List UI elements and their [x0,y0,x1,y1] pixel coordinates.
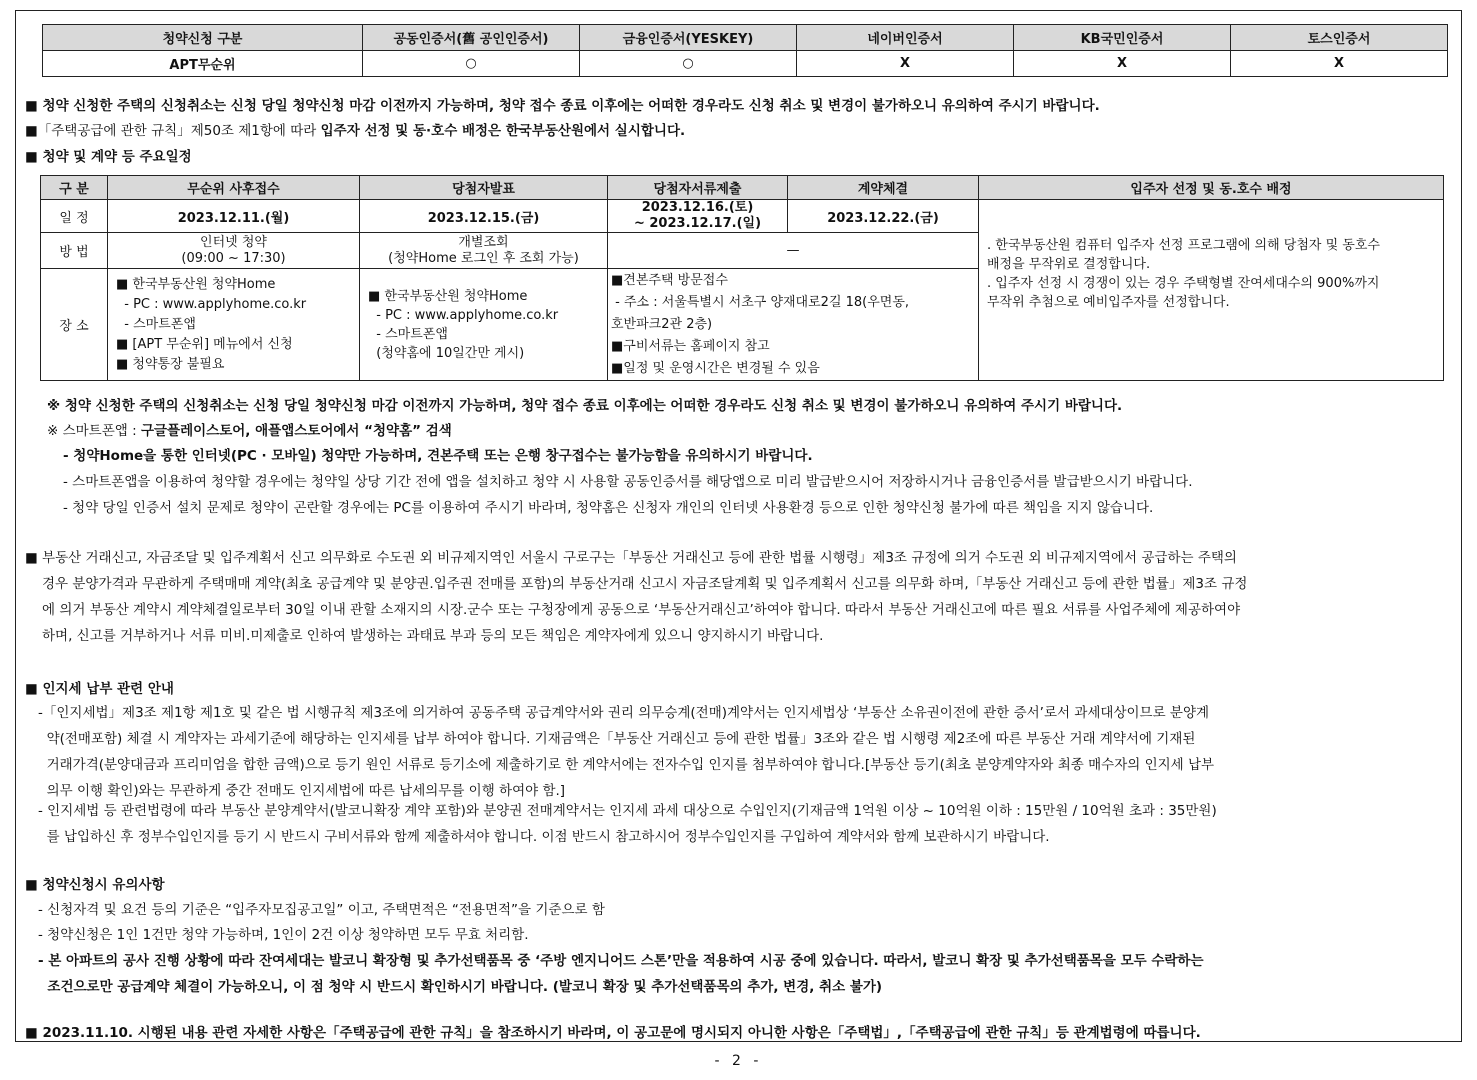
method-announce [360,233,608,269]
notice-assignment [25,119,685,139]
place-docs-line: - 주소 : 서울특별시 서초구 양재대로2길 18(우면동, [611,294,910,310]
place-announce [360,269,608,381]
note-cancel: ※ 청약 신청한 주택의 신청취소는 신청 당일 청약신청 마감 이전까지 가능하며, 청약 접수 종료 이후에는 어떠한 경우라도 신청 취소 및 변경이 불가하오니 유의하여 주시기 바랍니다. [47,398,1123,414]
page-number: - 2 - [714,1053,763,1069]
cert-cell: X [797,51,1014,77]
realestate-line: 에 의거 부동산 계약시 계약체결일로부터 30일 이내 관할 소재지의 시장.군수 또는 구청장에게 공동으로 ‘부동산거래신고’하여야 합니다. 따라서 부동산 거래신고에 따른 필요 서류를 사업주체에 제공하여야 [42,602,1241,618]
schedule-header: 구 분 [41,176,108,200]
cert-header: KB국민인증서 [1014,25,1231,51]
cert-cell: APT무순위 [43,51,363,77]
realestate-line: 경우 분양가격과 무관하게 주택매매 계약(최초 공급계약 및 분양권.입주권 전매를 포함)의 부동산거래 신고시 자금조달계획 및 입주계획서 신고를 의무화 하며,「부동산 거래신고 등에 관한 법률」제3조 규정 [42,576,1248,592]
method-apply-line2: (09:00 ~ 17:30) [181,250,286,266]
method-docs: — [608,233,979,269]
cert-cell: X [1231,51,1448,77]
notice-assignment-bold: 입주자 선정 및 동·호수 배정은 한국부동산원에서 실시합니다. [320,123,686,139]
caution-line: - 청약신청은 1인 1건만 청약 가능하며, 1인이 2건 이상 청약하면 모두 무효 처리함. [38,927,529,943]
cert-cell: X [1014,51,1231,77]
stamp-line: -「인지세법」제3조 제1항 제1호 및 같은 법 시행규칙 제3조에 의거하여 공동주택 공급계약서와 권리 의무승계(전매)계약서는 인지세법상 ‘부동산 소유권이전에 관한 증서’로서 과세대상이므로 분양계 [38,705,1210,721]
note-pc-use: - 청약 당일 인증서 설치 문제로 청약이 곤란할 경우에는 PC를 이용하여 주시기 바라며, 청약홈은 신청자 개인의 인터넷 사용환경 등으로 인한 청약신청 불가에 따른 책임을 지지 않습니다. [63,500,1154,516]
assign-cell [979,200,1444,381]
method-announce-line1: 개별조회 [458,234,509,250]
page-frame [15,10,1462,1042]
place-announce-line: (청약홈에 10일간만 게시) [368,345,525,361]
notice-assignment-prefix: ■「주택공급에 관한 규칙」제50조 제1항에 따라 [25,123,321,139]
method-apply [108,233,360,269]
place-announce-line: ■ 한국부동산원 청약Home [368,288,528,304]
realestate-line: ■ 부동산 거래신고, 자금조달 및 입주계획서 신고 의무화로 수도권 외 비규제지역인 서울시 구로구는「부동산 거래신고 등에 관한 법률 시행령」제3조 규정에 의거 수도권 외 비규제지역에서 공급하는 주택의 [25,550,1237,566]
note-smartphone-bold: 구글플레이스토어, 애플앱스토어에서 “청약홈” 검색 [140,423,452,439]
place-apply-line: ■ [APT 무순위] 메뉴에서 신청 [116,336,293,352]
place-apply-line: ■ 한국부동산원 청약Home [116,276,276,292]
date-docs-start: 2023.12.16.(토) [641,200,754,215]
cert-header: 토스인증서 [1231,25,1448,51]
stamp-line: 를 납입하신 후 정부수입인지를 등기 시 반드시 구비서류와 함께 제출하셔야 합니다. 이점 반드시 참고하시어 정부수입인지를 구입하여 계약서와 함께 보관하시기 바랍니다. [38,829,1050,845]
place-docs-line: ■견본주택 방문접수 [611,272,728,288]
schedule-header: 당첨자서류제출 [608,176,788,200]
realestate-line: 하며, 신고를 거부하거나 서류 미비.미제출로 인하여 발생하는 과태료 부과 등의 모든 책임은 계약자에게 있으니 양지하시기 바랍니다. [42,628,824,644]
date-docs-end: ~ 2023.12.17.(일) [633,216,762,231]
cert-header: 금융인증서(YESKEY) [580,25,797,51]
stamp-heading: ■ 인지세 납부 관련 안내 [25,681,174,697]
final-notice: ■ 2023.11.10. 시행된 내용 관련 자세한 사항은「주택공급에 관한 규칙」을 참조하시기 바라며, 이 공고문에 명시되지 아니한 사항은「주택법」,「주택공급에 관한 규칙」등 관계법령에 따릅니다. [25,1025,1201,1041]
schedule-header: 계약체결 [788,176,979,200]
caution-heading: ■ 청약신청시 유의사항 [25,877,165,893]
schedule-header: 입주자 선정 및 동.호수 배정 [979,176,1444,200]
date-apply: 2023.12.11.(월) [108,200,360,233]
place-docs-line: ■일정 및 운영시간은 변경될 수 있음 [611,360,820,376]
place-apply-line: - 스마트폰앱 [116,316,196,332]
place-docs [608,269,979,381]
schedule-table [40,175,1444,381]
note-app-install: - 스마트폰앱을 이용하여 청약할 경우에는 청약일 상당 기간 전에 앱을 설치하고 청약 시 사용할 공동인증서를 해당앱으로 미리 발급받으시어 저장하시거나 금융인증서를 발급받으시기 바랍니다. [63,474,1193,490]
caution-bold-line: - 본 아파트의 공사 진행 상황에 따라 잔여세대는 발코니 확장형 및 추가선택품목 중 ‘주방 엔지니어드 스톤’만을 적용하여 시공 중에 있습니다. 따라서, 발코니 확장 및 추가선택품목을 모두 수락하는 [38,953,1204,969]
cert-header: 청약신청 구분 [43,25,363,51]
cert-header: 공동인증서(舊 공인인증서) [363,25,580,51]
assign-line: 무작위 추첨으로 예비입주자를 선정합니다. [987,295,1230,310]
cert-cell: ○ [580,51,797,77]
row-label-method: 방 법 [41,233,108,269]
stamp-line: - 인지세법 등 관련법령에 따라 부동산 분양계약서(발코니확장 계약 포함)와 분양권 전매계약서는 인지세 과세 대상으로 수입인지(기재금액 1억원 이상 ~ 10억원 이하 : 15만원 / 10억원 초과 : 35만원) [38,803,1217,819]
place-apply-line: ■ 청약통장 불필요 [116,356,225,372]
place-announce-line: - 스마트폰앱 [368,326,448,342]
place-docs-line: 호반파크2관 2층) [611,316,713,332]
caution-bold-line: 조건으로만 공급계약 체결이 가능하오니, 이 점 청약 시 반드시 확인하시기 바랍니다. (발코니 확장 및 추가선택품목의 추가, 변경, 취소 불가) [38,979,883,995]
stamp-line: 약(전매포함) 체결 시 계약자는 과세기준에 해당하는 인지세를 납부 하여야 합니다. 기재금액은「부동산 거래신고 등에 관한 법률」3조와 같은 법 시행령 제2조에 따른 부동산 거래 계약서에 기재된 [38,731,1196,747]
place-apply-line: - PC : www.applyhome.co.kr [116,296,307,312]
row-label-place: 장 소 [41,269,108,381]
schedule-header: 당첨자발표 [360,176,608,200]
certificate-table [42,24,1448,77]
assign-line: . 한국부동산원 컴퓨터 입주자 선정 프로그램에 의해 당첨자 및 동호수 [987,238,1380,253]
notice-cancel: ■ 청약 신청한 주택의 신청취소는 신청 당일 청약신청 마감 이전까지 가능하며, 청약 접수 종료 이후에는 어떠한 경우라도 신청 취소 및 변경이 불가하오니 유의하여 주시기 바랍니다. [25,98,1100,114]
date-docs [608,200,788,233]
date-contract: 2023.12.22.(금) [788,200,979,233]
stamp-line: 거래가격(분양대금과 프리미엄을 합한 금액)으로 등기 원인 서류로 등기소에 제출하기로 한 계약서에는 전자수입 인지를 첨부하여야 합니다.[부동산 등기(최초 분양계약자와 최종 매수자의 인지세 납부 [38,757,1215,773]
stamp-line: 의무 이행 확인)와는 무관하게 중간 전매도 인지세법에 따른 납세의무를 이행 하여야 함.] [38,783,566,799]
place-apply [108,269,360,381]
assign-line: . 입주자 선정 시 경쟁이 있는 경우 주택형별 잔여세대수의 900%까지 [987,276,1380,291]
place-announce-line: - PC : www.applyhome.co.kr [368,307,559,323]
cert-cell: ○ [363,51,580,77]
method-apply-line1: 인터넷 청약 [200,234,267,250]
caution-line: - 신청자격 및 요건 등의 기준은 “입주자모집공고일” 이고, 주택면적은 “전용면적”을 기준으로 함 [38,902,605,918]
method-announce-line2: (청약Home 로그인 후 조회 가능) [388,250,579,266]
note-smartphone [47,419,452,439]
date-announce: 2023.12.15.(금) [360,200,608,233]
assign-line: 배정을 무작위로 결정합니다. [987,257,1151,272]
note-internet-only: - 청약Home을 통한 인터넷(PC · 모바일) 청약만 가능하며, 견본주택 또는 은행 창구접수는 불가능함을 유의하시기 바랍니다. [63,448,813,464]
schedule-header: 무순위 사후접수 [108,176,360,200]
cert-header: 네이버인증서 [797,25,1014,51]
row-label-date: 일 정 [41,200,108,233]
schedule-heading: ■ 청약 및 계약 등 주요일정 [25,149,192,165]
note-smartphone-prefix: ※ 스마트폰앱 : [47,423,141,439]
place-docs-line: ■구비서류는 홈페이지 참고 [611,338,770,354]
